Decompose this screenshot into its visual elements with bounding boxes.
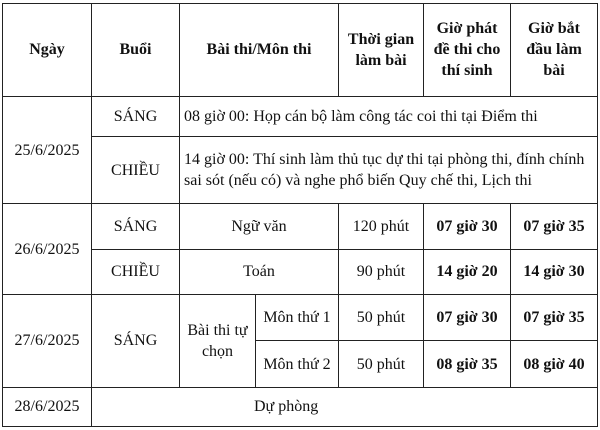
header-start-time: Giờ bắt đầu làm bài — [511, 4, 598, 97]
note-cell: 14 giờ 00: Thí sinh làm thủ tục dự thi tại phòng thi, đính chính sai sót (nếu có) và nghe phổ biến Quy chế thi, Lịch thi — [180, 136, 598, 204]
subject-cell: Môn thứ 1 — [256, 295, 339, 341]
subject-cell: Môn thứ 2 — [256, 341, 339, 387]
duration-cell: 90 phút — [339, 249, 424, 294]
distribute-time-cell: 14 giờ 20 — [424, 249, 511, 294]
header-row — [3, 4, 598, 97]
distribute-time-cell: 07 giờ 30 — [424, 204, 511, 249]
table-row — [3, 96, 598, 136]
header-duration: Thời gian làm bài — [339, 4, 424, 97]
session-cell: SÁNG — [92, 96, 180, 136]
date-cell: 27/6/2025 — [3, 295, 92, 388]
date-cell: 25/6/2025 — [3, 96, 92, 204]
start-time-cell: 07 giờ 35 — [511, 204, 598, 249]
header-session: Buổi — [92, 4, 180, 97]
start-time-cell: 07 giờ 35 — [511, 295, 598, 341]
date-cell: 28/6/2025 — [3, 387, 92, 426]
subject-cell: Ngữ văn — [180, 204, 339, 249]
duration-cell: 50 phút — [339, 295, 424, 341]
session-cell: SÁNG — [92, 295, 180, 388]
distribute-time-cell: 08 giờ 35 — [424, 341, 511, 387]
optional-group-cell: Bài thi tự chọn — [180, 295, 256, 388]
session-cell: SÁNG — [92, 204, 180, 249]
header-subject: Bài thi/Môn thi — [180, 4, 339, 97]
table-row — [3, 387, 598, 426]
reserve-note-cell: Dự phòng — [92, 387, 598, 426]
start-time-cell: 08 giờ 40 — [511, 341, 598, 387]
subject-cell: Toán — [180, 249, 339, 294]
table-row — [3, 249, 598, 294]
duration-cell: 120 phút — [339, 204, 424, 249]
table-row — [3, 136, 598, 204]
exam-schedule-table — [2, 3, 598, 427]
header-distribute-time: Giờ phát đề thi cho thí sinh — [424, 4, 511, 97]
table-row — [3, 204, 598, 249]
distribute-time-cell: 07 giờ 30 — [424, 295, 511, 341]
note-cell: 08 giờ 00: Họp cán bộ làm công tác coi thi tại Điểm thi — [180, 96, 598, 136]
duration-cell: 50 phút — [339, 341, 424, 387]
start-time-cell: 14 giờ 30 — [511, 249, 598, 294]
session-cell: CHIỀU — [92, 249, 180, 294]
table-row — [3, 295, 598, 341]
date-cell: 26/6/2025 — [3, 204, 92, 295]
session-cell: CHIỀU — [92, 136, 180, 204]
header-date: Ngày — [3, 4, 92, 97]
